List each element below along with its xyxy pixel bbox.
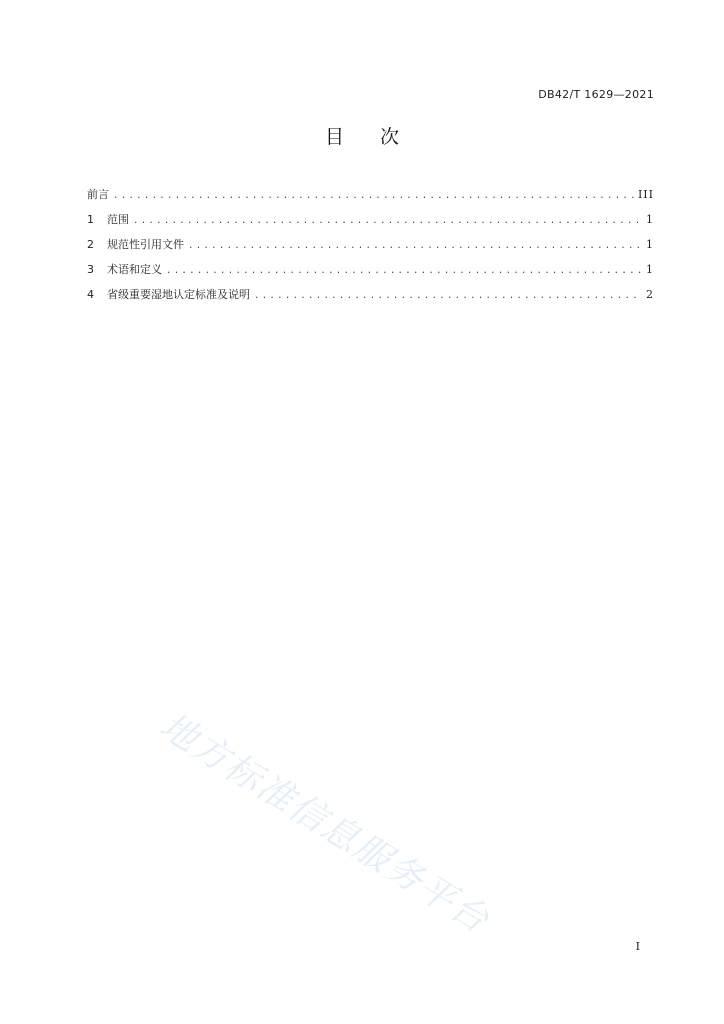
toc-entry-label: 规范性引用文件	[107, 238, 184, 251]
watermark: 地方标准信息服务平台	[152, 705, 497, 942]
toc-entry-criteria[interactable]	[87, 286, 654, 311]
toc-entry-number: 2	[87, 238, 94, 251]
toc-entry-label: 前言	[87, 188, 109, 201]
toc-entry-scope[interactable]	[87, 211, 654, 236]
toc-entry-label: 范围	[107, 213, 129, 226]
toc-leader-dots	[166, 266, 642, 276]
toc-entry-normative-references[interactable]	[87, 236, 654, 261]
toc-entry-number: 3	[87, 263, 94, 276]
toc-entry-number: 4	[87, 288, 94, 301]
document-code: DB42/T 1629—2021	[538, 88, 654, 101]
toc-entry-page: 1	[646, 213, 654, 226]
toc-entry-page: 2	[646, 288, 654, 301]
toc-entry-label: 术语和定义	[107, 263, 162, 276]
toc-entry-number: 1	[87, 213, 94, 226]
toc-leader-dots	[254, 291, 642, 301]
toc-entry-page: 1	[646, 238, 654, 251]
page-number: I	[635, 940, 640, 953]
toc-entry-page: 1	[646, 263, 654, 276]
toc-entry-label: 省级重要湿地认定标准及说明	[107, 288, 250, 301]
toc-leader-dots	[188, 241, 642, 251]
toc-entry-foreword[interactable]	[87, 186, 654, 211]
toc-title: 目次	[324, 126, 435, 148]
table-of-contents	[87, 186, 654, 311]
toc-entry-terms-definitions[interactable]	[87, 261, 654, 286]
toc-leader-dots	[133, 216, 642, 226]
toc-leader-dots	[113, 191, 634, 201]
toc-entry-page: III	[637, 188, 654, 201]
